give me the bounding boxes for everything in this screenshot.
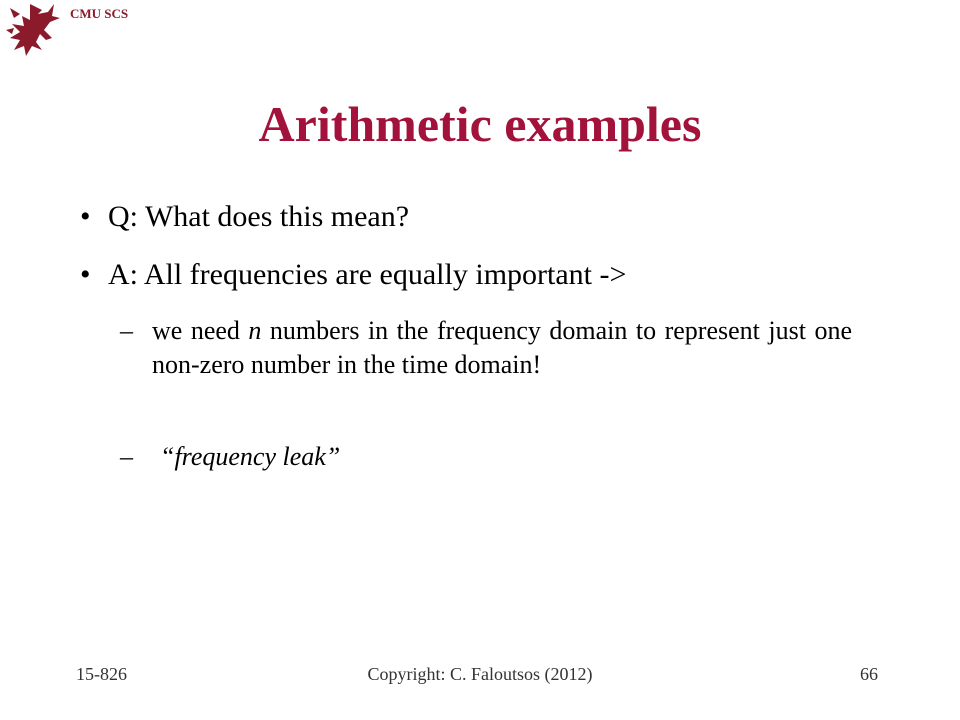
- bullet-text: Q: What does this mean?: [108, 200, 410, 233]
- bullet-dot: •: [80, 200, 91, 233]
- footer-copyright: Copyright: C. Faloutsos (2012): [367, 664, 593, 684]
- bullet-text: A: All frequencies are equally important ->: [108, 258, 627, 291]
- footer-course-number: 15-826: [76, 664, 127, 684]
- footer-page-number: 66: [860, 664, 878, 684]
- subbullet-dash: –: [120, 316, 133, 345]
- slide-title: Arithmetic examples: [258, 96, 702, 152]
- subbullet-text-post: numbers in the frequency domain to represent just one non-zero number in the time domain!: [152, 316, 852, 379]
- variable-n: n: [248, 316, 262, 345]
- subbullet-text-pre: we need: [152, 316, 249, 345]
- subbullet-text: [152, 314, 852, 382]
- cmu-dragon-logo: [2, 0, 64, 60]
- cmu-scs-label: CMU SCS: [70, 6, 129, 21]
- subbullet-text: “frequency leak”: [160, 442, 341, 471]
- subbullet-dash: –: [120, 442, 133, 471]
- bullet-dot: •: [80, 258, 91, 291]
